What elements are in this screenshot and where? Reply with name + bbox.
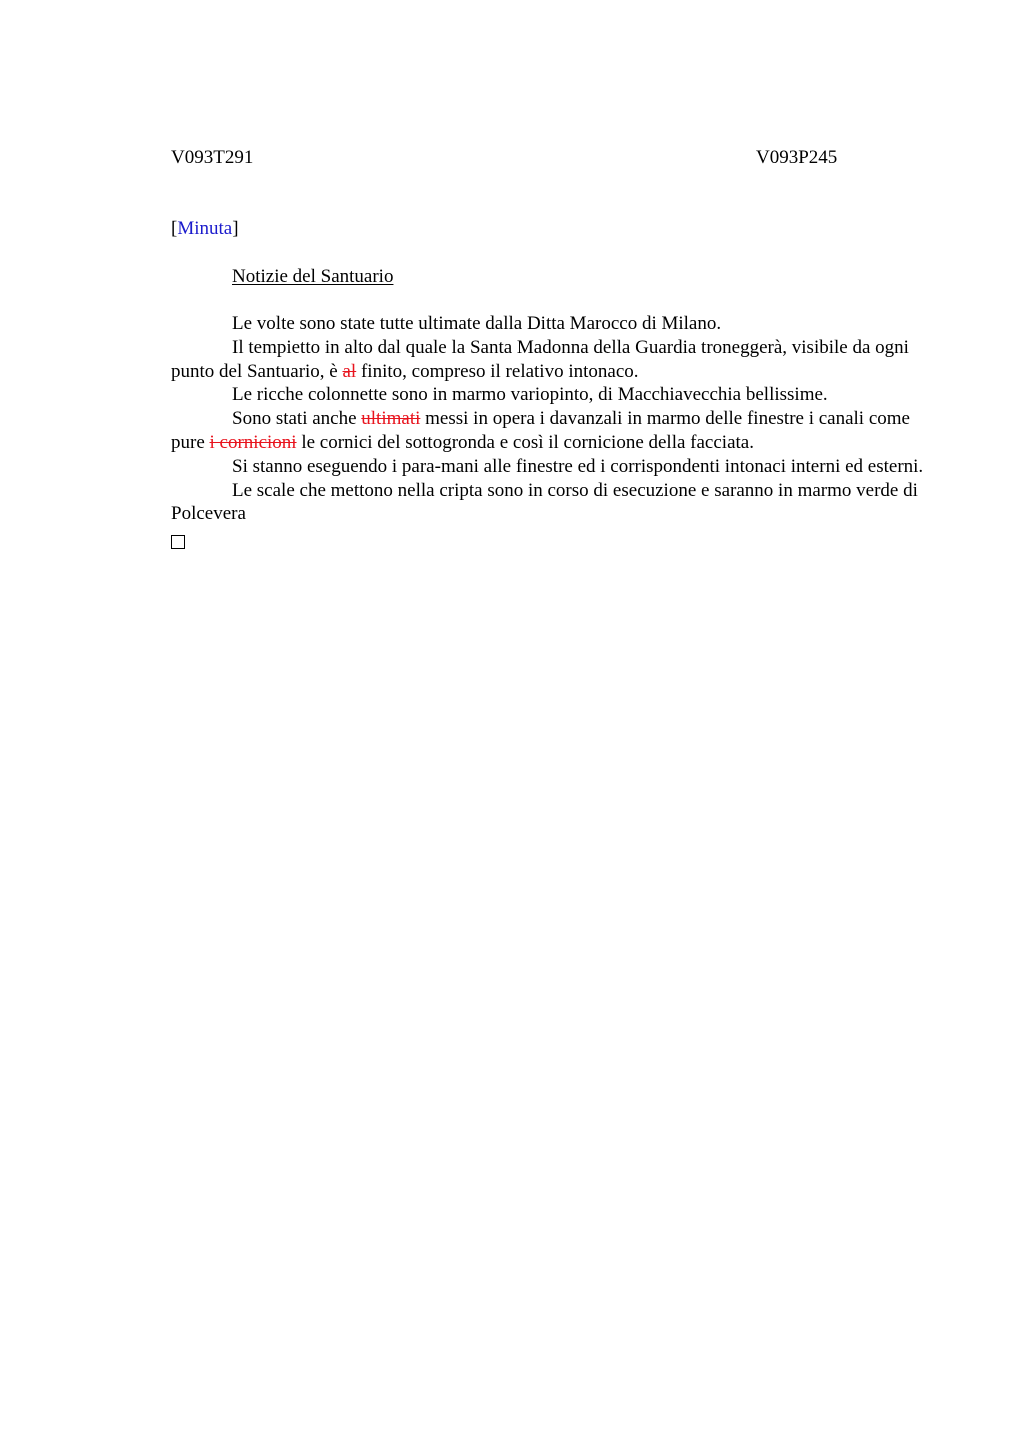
minuta-word: Minuta [177, 218, 233, 239]
paragraph-3: Le ricche colonnette sono in marmo variopinto, di Macchiavecchia bellissime. [232, 384, 828, 406]
paragraph-4-text-b: messi in opera i davanzali in marmo delle finestre i canali come pure [171, 408, 910, 453]
paragraph-4 [171, 407, 929, 455]
paragraph-6: Le scale che mettono nella cripta sono in corso di esecuzione e saranno in marmo verde di Polcevera [171, 479, 918, 525]
paragraph-4-text-c: le cornici del sottogronda e così il cornicione della facciata. [296, 431, 754, 453]
header-right-code: V093P245 [756, 147, 838, 168]
paragraph-4-text-a: Sono stati anche [232, 408, 362, 430]
empty-square-icon [171, 535, 185, 549]
paragraph-4-deleted-text-1: ultimati [361, 408, 421, 430]
header-left-code: V093T291 [171, 147, 254, 168]
paragraph-5: Si stanno eseguendo i para-mani alle finestre ed i corrispondenti intonaci interni ed esterni. [232, 455, 924, 477]
paragraph-2-text-a: Il tempietto in alto dal quale la Santa Madonna della Guardia troneggerà, visibile da ogni punto del Santuario, è [171, 336, 909, 382]
paragraph-2 [171, 336, 929, 384]
paragraph-2-deleted-text: al [342, 360, 357, 382]
paragraph-1: Le volte sono state tutte ultimate dalla Ditta Marocco di Milano. [232, 313, 722, 334]
paragraph-4-deleted-text-2: i cornicioni [209, 431, 297, 453]
document-title: Notizie del Santuario [232, 266, 394, 287]
paragraph-2-text-b: finito, compreso il relativo intonaco. [356, 360, 639, 382]
minuta-label [171, 217, 239, 241]
minuta-open-bracket: [ [171, 218, 178, 239]
document-body [171, 312, 929, 550]
minuta-close-bracket: ] [232, 218, 239, 239]
end-marker [171, 526, 929, 550]
